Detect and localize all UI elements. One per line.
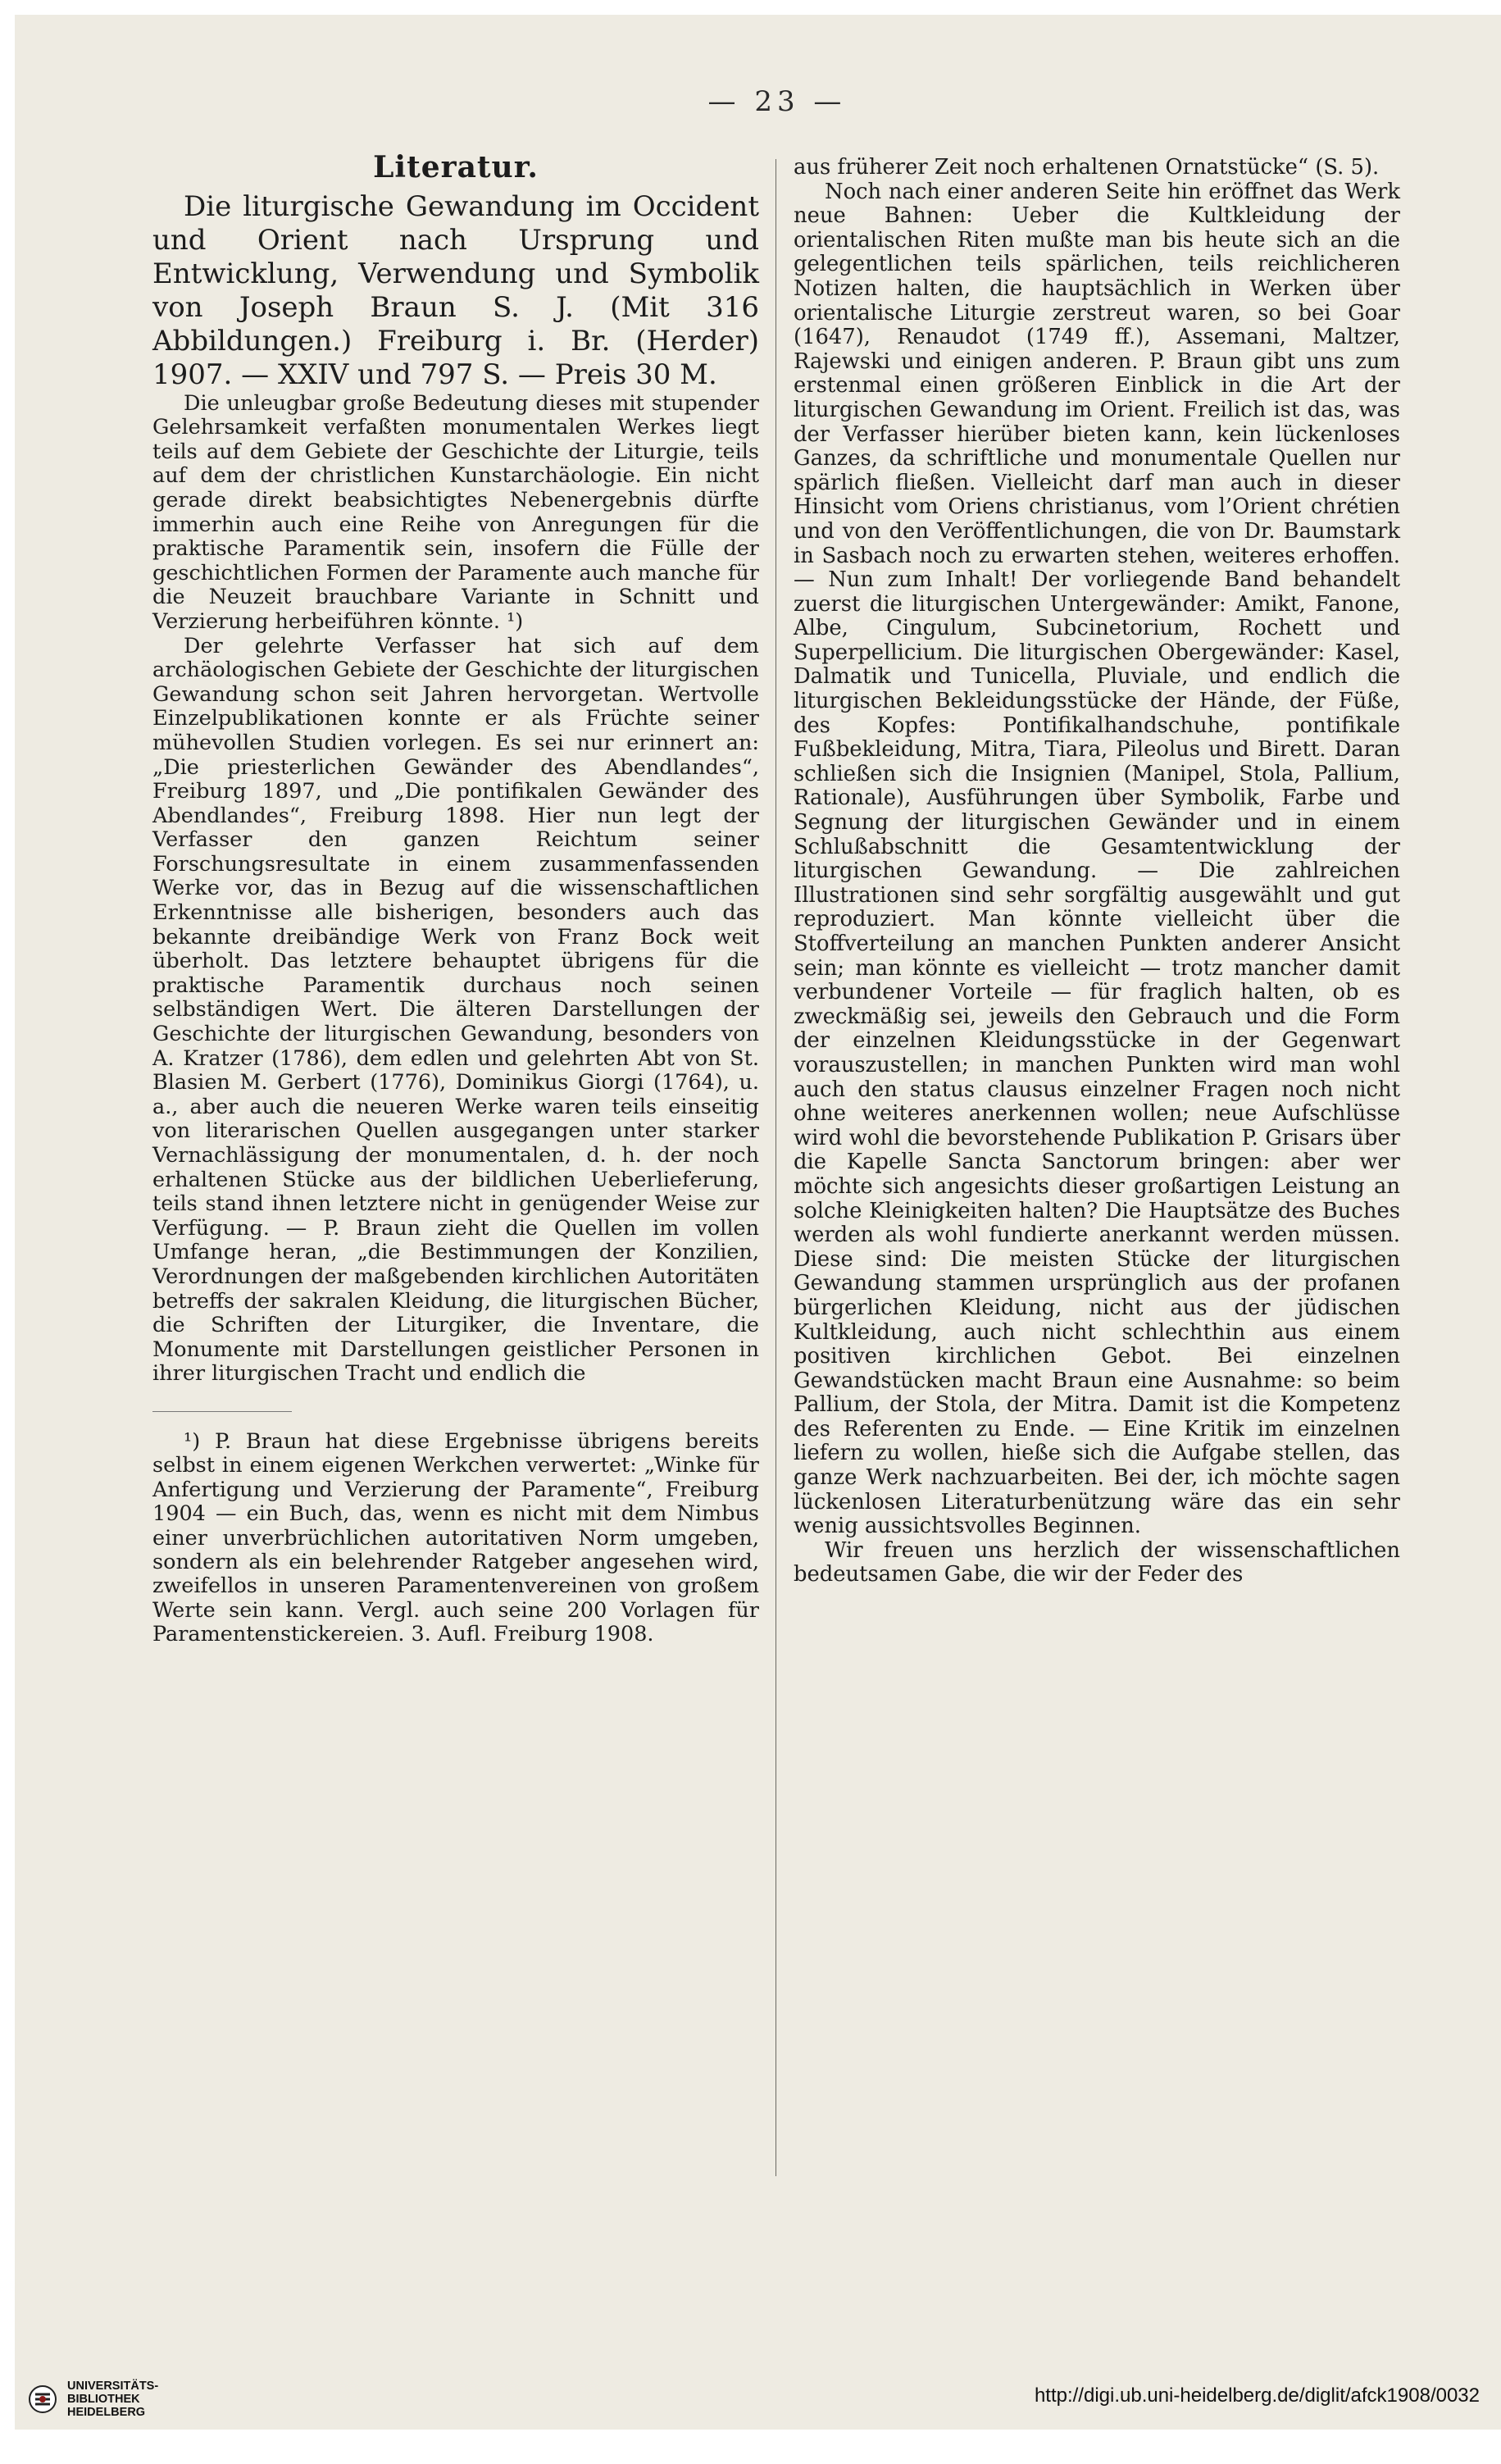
right-column bbox=[794, 156, 1400, 1587]
section-heading: Literatur. bbox=[373, 150, 539, 184]
library-name-line: BIBLIOTHEK bbox=[67, 2393, 140, 2406]
body-paragraph: Wir freuen uns herzlich der wissenschaftlichen bedeutsamen Gabe, die wir der Feder des bbox=[794, 1537, 1400, 1587]
scanned-page bbox=[15, 15, 1501, 2430]
library-name-line: HEIDELBERG bbox=[67, 2406, 146, 2419]
body-paragraph: Noch nach einer anderen Seite hin eröffnet das Werk neue Bahnen: Ueber die Kultkleidung der orientalischen Riten mußte man bis heute sich an die gelegentlichen teils spärlichen, teils reichlicheren Notizen halten, die hauptsächlich in Werken über orientalische Liturgie zerstreut waren, so bei Goar (1647), Renaudot (1749 ff.), Assemani, Maltzer, Rajewski und einigen anderen. P. Braun gibt uns zum erstenmal einen größeren Einblick in die Art der liturgischen Gewandung im Orient. Freilich ist das, was der Verfasser hierüber bieten kann, kein lückenloses Ganzes, da schriftliche und monumentale Quellen nur spärlich fließen. Vielleicht darf man auch in dieser Hinsicht vom Oriens christianus, vom l’Orient chrétien und von den Veröffentlichungen, die von Dr. Baumstark in Sasbach noch zu erwarten stehen, weiteres erhoffen. — Nun zum Inhalt! Der vorliegende Band behandelt zuerst die liturgischen Untergewänder: Amikt, Fanone, Albe, Cingulum, Subcinetorium, Rochett und Superpellicium. Die liturgischen Obergewänder: Kasel, Dalmatik und Tunicella, Pluviale, und endlich die liturgischen Bekleidungsstücke der Hände, der Füße, des Kopfes: Pontifikalhandschuhe, pontifikale Fußbekleidung, Mitra, Tiara, Pileolus und Birett. Daran schließen sich die Insignien (Manipel, Stola, Pallium, Rationale), Ausführungen über Symbolik, Farbe und Segnung der liturgischen Gewänder und in einem Schlußabschnitt die Gesamtentwicklung der liturgischen Gewandung. — Die zahlreichen Illustrationen sind sehr sorgfältig ausgewählt und gut reproduziert. Man könnte vielleicht über die Stoffverteilung an manchen Punkten anderer Ansicht sein; man könnte es vielleicht — trotz mancher damit verbundener Vorteile — für fraglich halten, ob es zweckmäßig sei, jeweils den Gebrauch und die Form der einzelnen Kleidungsstücke in der Gegenwart vorauszustellen; in manchen Punkten wird man wohl auch den status clausus einzelner Fragen noch nicht ohne weiteres anerkennen wollen; neue Aufschlüsse wird wohl die bevorstehende Publikation P. Grisars über die Kapelle Sancta Sanctorum bringen: aber wer möchte sich angesichts dieser großartigen Leistung an solche Kleinigkeiten halten? Die Hauptsätze des Buches werden als wohl fundierte anerkannt werden müssen. Diese sind: Die meisten Stücke der liturgischen Gewandung stammen ursprünglich aus der profanen bürgerlichen Kleidung, nicht aus der jüdischen Kultkleidung, auch nicht schlechthin aus einem positiven kirchlichen Gebot. Bei einzelnen Gewandstücken macht Braun eine Ausnahme: so beim Pallium, der Stola, der Mitra. Damit ist die Kompetenz des Referenten zu Ende. — Eine Kritik im einzelnen liefern zu wollen, hieße sich die Aufgabe stellen, das ganze Werk nachzuarbeiten. Bei der, ich möchte sagen lückenlosen Literaturbenützung wäre das ein sehr wenig aussichtsvolles Beginnen. bbox=[794, 179, 1400, 1539]
left-column bbox=[152, 150, 759, 1647]
page-number: — 23 — bbox=[707, 85, 847, 118]
body-paragraph: Der gelehrte Verfasser hat sich auf dem archäologischen Gebiete der Geschichte der liturgischen Gewandung schon seit Jahren hervorgetan. Wertvolle Einzelpublikationen konnte er als Früchte seiner mühevollen Studien vorlegen. Es sei nur erinnert an: „Die priesterlichen Gewänder des Abendlandes“, Freiburg 1897, und „Die pontifikalen Gewänder des Abendlandes“, Freiburg 1898. Hier nun legt der Verfasser den ganzen Reichtum seiner Forschungsresultate in einem zusammenfassenden Werke vor, das in Bezug auf die wissenschaftlichen Erkenntnisse alle bisherigen, besonders auch das bekannte dreibändige Werk von Franz Bock weit überholt. Das letztere behauptet übrigens für die praktische Paramentik durchaus noch seinen selbständigen Wert. Die älteren Darstellungen der Geschichte der liturgischen Gewandung, besonders von A. Kratzer (1786), dem edlen und gelehrten Abt von St. Blasien M. Gerbert (1776), Dominikus Giorgi (1764), u. a., aber auch die neueren Werke waren teils einseitig von literarischen Quellen ausgegangen unter starker Vernachlässigung der monumentalen, d. h. der noch erhaltenen Stücke aus der bildlichen Ueberlieferung, teils stand ihnen letztere nicht in genügender Weise zur Verfügung. — P. Braun zieht die Quellen im vollen Umfange heran, „die Bestimmungen der Konzilien, Verordnungen der maßgebenden kirchlichen Autoritäten betreffs der sakralen Kleidung, die liturgischen Bücher, die Schriften der Liturgiker, die Inventare, die Monumente mit Darstellungen geistlicher Personen in ihrer liturgischen Tracht und endlich die bbox=[152, 633, 759, 1387]
library-name-line: UNIVERSITÄTS- bbox=[67, 2380, 159, 2393]
review-title: Die liturgische Gewandung im Occident und Orient nach Ursprung und Entwicklung, Verwendung und Symbolik von Joseph Braun S. J. (Mit 316 Abbildungen.) Freiburg i. Br. (Herder) 1907. — XXIV und 797 S. — Preis 30 M. bbox=[152, 189, 759, 391]
library-logo bbox=[28, 2380, 158, 2419]
footer-strip bbox=[0, 2430, 1501, 2464]
footnote-rule bbox=[152, 1411, 292, 1412]
library-seal-icon bbox=[28, 2384, 57, 2414]
source-url-link[interactable]: http://digi.ub.uni-heidelberg.de/diglit/afck1908/0032 bbox=[1034, 2384, 1480, 2407]
body-paragraph: Die unleugbar große Bedeutung dieses mit stupender Gelehrsamkeit verfaßten monumentalen Werkes liegt teils auf dem Gebiete der Geschichte der Liturgie, teils auf dem der christlichen Kunstarchäologie. Ein nicht gerade direkt beabsichtigtes Nebenergebnis dürfte immerhin auch eine Reihe von Anregungen für die praktische Paramentik sein, insofern die Fülle der geschichtlichen Formen der Paramente auch manche für die Neuzeit brauchbare Variante in Schnitt und Verzierung herbeiführen könnte. ¹) bbox=[152, 390, 759, 634]
footnote: ¹) P. Braun hat diese Ergebnisse übrigens bereits selbst in einem eigenen Werkchen verwertet: „Winke für Anfertigung und Verzierung der Paramente“, Freiburg 1904 — ein Buch, das, wenn es nicht mit dem Nimbus einer unverbrüchlichen autoritativen Norm umgeben, sondern als ein belehrender Ratgeber angesehen wird, zweifellos in unseren Paramentenvereinen von großem Werte sein kann. Vergl. auch seine 200 Vorlagen für Paramentenstickereien. 3. Aufl. Freiburg 1908. bbox=[152, 1428, 759, 1647]
body-paragraph: aus früherer Zeit noch erhaltenen Ornatstücke“ (S. 5). bbox=[794, 155, 1380, 180]
